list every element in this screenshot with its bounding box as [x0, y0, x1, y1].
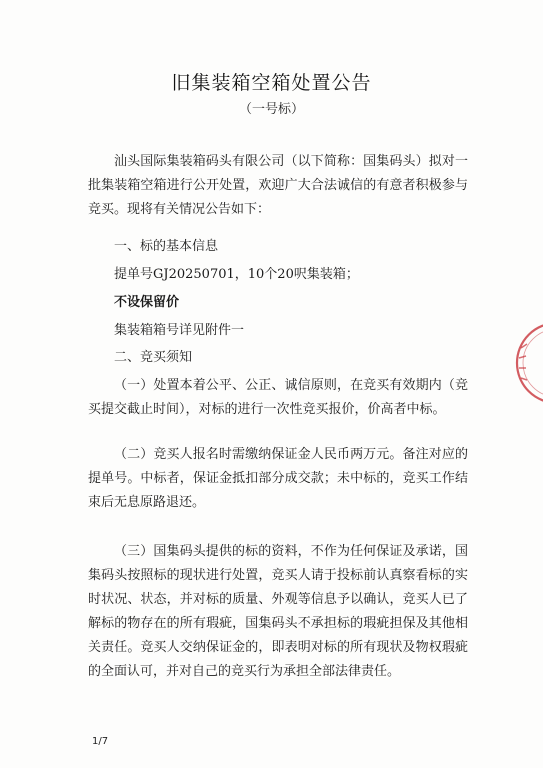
page-number: 1/7: [92, 736, 109, 747]
section-heading-basic-info: 一、标的基本信息: [114, 239, 219, 254]
notice-item-2: （二）竞买人报名时需缴纳保证金人民币两万元。备注对应的提单号。中标者，保证金抵扣部分成交款；未中标的，竞买工作结束后无息原路退还。: [88, 447, 468, 510]
section-heading-bidding-notice: 二、竞买须知: [114, 350, 193, 365]
intro-paragraph: 汕头国际集装箱码头有限公司（以下简称：国集码头）拟对一批集装箱空箱进行公开处置，欢迎广大合法诚信的有意者积极参与竞买。现将有关情况公告如下：: [88, 154, 468, 217]
notice-item-3: （三）国集码头提供的标的资料，不作为任何保证及承诺，国集码头按照标的现状进行处置，竞买人请于投标前认真察看标的实时状况、状态，并对标的质量、外观等信息予以确认，竞买人已了解标的物存在的所有瑕疵，国集码头不承担标的瑕疵担保及其他相关责任。竞买人交纳保证金的，即表明对标的所有现状及物权瑕疵的全面认可，并对自己的竞买行为承担全部法律责任。: [88, 544, 468, 679]
notice-item-1: （一）处置本着公平、公正、诚信原则，在竞买有效期内（竞买提交截止时间），对标的进行一次性竞买报价，价高者中标。: [88, 378, 468, 417]
bill-number-line: 提单号GJ20250701，10个20呎集装箱；: [114, 267, 359, 282]
no-reserve-price-line: 不设保留价: [114, 295, 180, 310]
page-subtitle: （一号标）: [238, 102, 304, 117]
attachment-line: 集装箱箱号详见附件一: [114, 323, 245, 338]
page-title: 旧集装箱空箱处置公告: [171, 72, 372, 94]
company-seal-stamp: [505, 318, 543, 408]
